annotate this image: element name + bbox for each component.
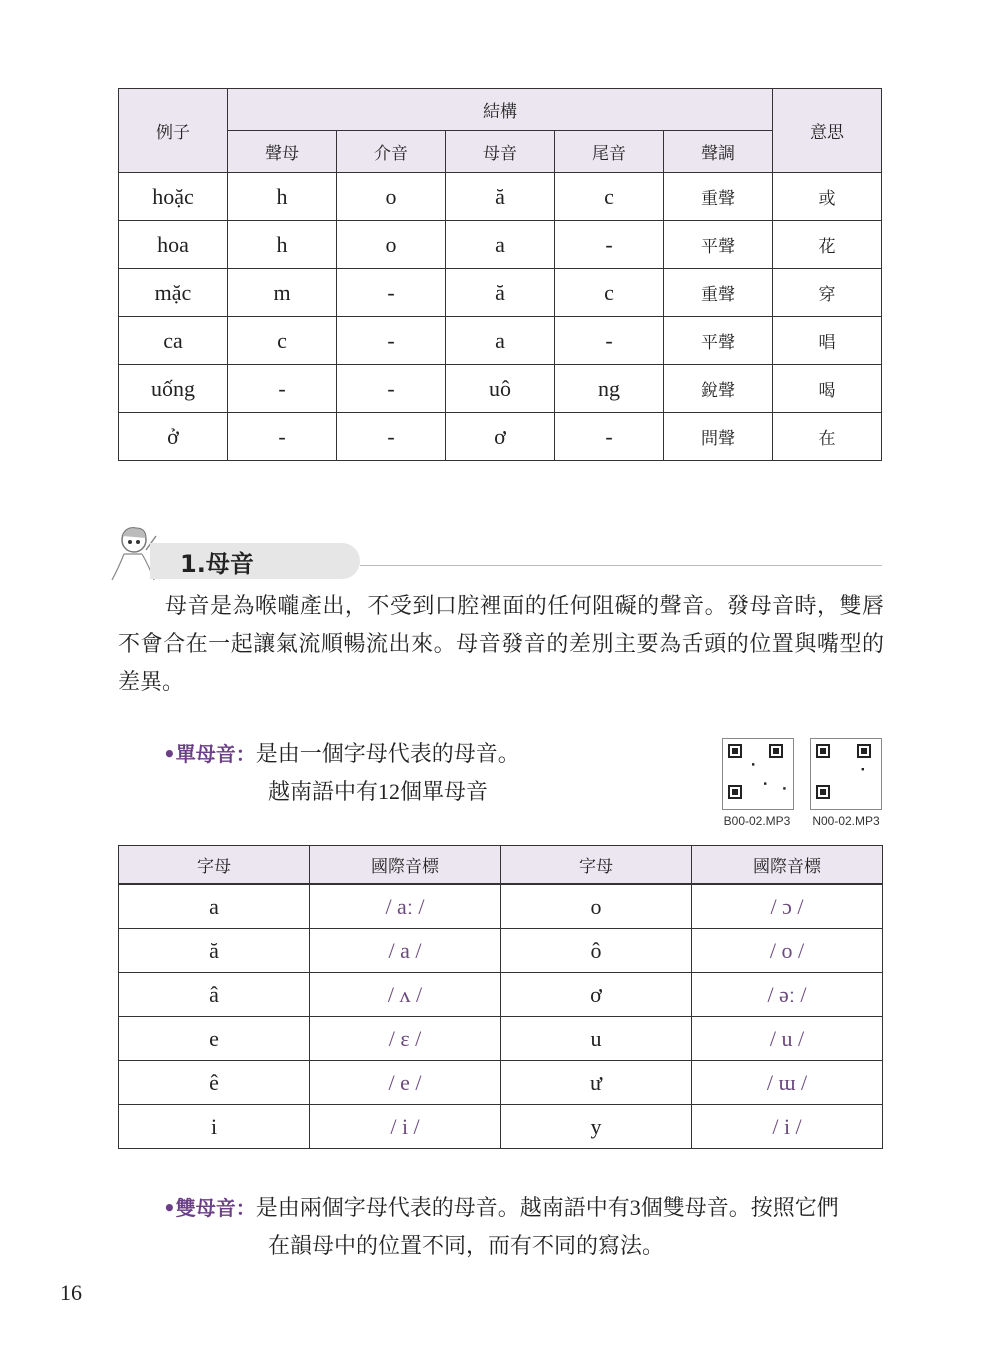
- table-cell: -: [337, 317, 446, 365]
- table-cell: 在: [773, 413, 882, 461]
- table-cell: uô: [446, 365, 555, 413]
- table-cell: c: [555, 269, 664, 317]
- bullet-text-cont: 在韻母中的位置不同，而有不同的寫法。: [268, 1233, 665, 1258]
- table-row: [119, 317, 882, 365]
- ipa-cell: / i /: [310, 1105, 501, 1149]
- ipa-cell: / əː /: [692, 973, 883, 1017]
- ipa-cell: / e /: [310, 1061, 501, 1105]
- table-cell: -: [337, 365, 446, 413]
- ipa-cell: / ɛ /: [310, 1017, 501, 1061]
- table-cell: m: [228, 269, 337, 317]
- table-header: 國際音標: [310, 846, 501, 885]
- table-row: [119, 973, 883, 1017]
- ipa-cell: / ɯ /: [692, 1061, 883, 1105]
- ipa-cell: / ɔ /: [692, 884, 883, 929]
- table-cell: o: [337, 173, 446, 221]
- table-row: [119, 884, 883, 929]
- table-cell: ă: [446, 269, 555, 317]
- table-cell: -: [337, 413, 446, 461]
- letter-cell: ô: [501, 929, 692, 973]
- bullet-text: 是由兩個字母代表的母音。越南語中有3個雙母音。按照它們: [255, 1195, 839, 1220]
- audio-label: N00-02.MP3: [812, 814, 880, 828]
- letter-cell: a: [119, 884, 310, 929]
- table-cell: uống: [119, 365, 228, 413]
- header-structure: 結構: [228, 89, 773, 131]
- bullet-text-cont: 越南語中有12個單母音: [268, 779, 489, 804]
- table-cell: 平聲: [664, 317, 773, 365]
- table-cell: 銳聲: [664, 365, 773, 413]
- header-example: 例子: [119, 89, 228, 173]
- ipa-cell: / a /: [310, 929, 501, 973]
- header-sub: 尾音: [555, 131, 664, 173]
- table-cell: c: [555, 173, 664, 221]
- table-header: 字母: [501, 846, 692, 885]
- table-cell: -: [555, 413, 664, 461]
- letter-cell: i: [119, 1105, 310, 1149]
- bullet-text: 是由一個字母代表的母音。: [255, 741, 520, 766]
- header-meaning: 意思: [773, 89, 882, 173]
- table-cell: ơ: [446, 413, 555, 461]
- table-row: [119, 1105, 883, 1149]
- table-cell: 或: [773, 173, 882, 221]
- table-row: [119, 929, 883, 973]
- letter-cell: ơ: [501, 973, 692, 1017]
- table-row: [119, 269, 882, 317]
- table-cell: -: [228, 365, 337, 413]
- table-cell: c: [228, 317, 337, 365]
- table-cell: h: [228, 221, 337, 269]
- ipa-cell: / i /: [692, 1105, 883, 1149]
- table-cell: ă: [446, 173, 555, 221]
- ipa-cell: / o /: [692, 929, 883, 973]
- bullet-label: •單母音：: [163, 742, 256, 766]
- header-sub: 介音: [337, 131, 446, 173]
- letter-cell: y: [501, 1105, 692, 1149]
- table-cell: 花: [773, 221, 882, 269]
- word-structure-table: [118, 88, 882, 461]
- table-cell: o: [337, 221, 446, 269]
- header-sub: 母音: [446, 131, 555, 173]
- qr-code-icon[interactable]: [722, 738, 794, 810]
- table-row: [119, 365, 882, 413]
- letter-cell: e: [119, 1017, 310, 1061]
- ipa-cell: / u /: [692, 1017, 883, 1061]
- table-row: [119, 221, 882, 269]
- double-vowel-bullet: [163, 1189, 839, 1227]
- letter-cell: ă: [119, 929, 310, 973]
- letter-cell: u: [501, 1017, 692, 1061]
- letter-cell: ư: [501, 1061, 692, 1105]
- divider: [360, 565, 882, 566]
- section-paragraph: 母音是為喉嚨產出，不受到口腔裡面的任何阻礙的聲音。發母音時，雙唇不會合在一起讓氣流順暢流出來。母音發音的差別主要為舌頭的位置與嘴型的差異。: [118, 593, 884, 694]
- bullet-label: •雙母音：: [163, 1196, 256, 1220]
- single-vowel-table: [118, 845, 883, 1149]
- ipa-cell: / ʌ /: [310, 973, 501, 1017]
- table-cell: ca: [119, 317, 228, 365]
- qr-code-icon[interactable]: [810, 738, 882, 810]
- table-cell: 問聲: [664, 413, 773, 461]
- table-row: [119, 1017, 883, 1061]
- header-sub: 聲母: [228, 131, 337, 173]
- table-cell: hoặc: [119, 173, 228, 221]
- table-cell: 重聲: [664, 173, 773, 221]
- letter-cell: â: [119, 973, 310, 1017]
- audio-label: B00-02.MP3: [723, 814, 791, 828]
- table-cell: 重聲: [664, 269, 773, 317]
- single-vowel-bullet: [163, 735, 520, 773]
- table-row: [119, 413, 882, 461]
- table-cell: -: [228, 413, 337, 461]
- page-number: 16: [60, 1280, 82, 1305]
- table-cell: -: [555, 221, 664, 269]
- section-title: 1.母音: [180, 550, 254, 578]
- header-sub: 聲調: [664, 131, 773, 173]
- table-cell: a: [446, 221, 555, 269]
- table-cell: -: [555, 317, 664, 365]
- table-cell: h: [228, 173, 337, 221]
- table-cell: -: [337, 269, 446, 317]
- table-cell: ng: [555, 365, 664, 413]
- table-header: 字母: [119, 846, 310, 885]
- table-row: [119, 1061, 883, 1105]
- table-cell: ở: [119, 413, 228, 461]
- table-cell: mặc: [119, 269, 228, 317]
- table-cell: 喝: [773, 365, 882, 413]
- table-cell: 唱: [773, 317, 882, 365]
- table-cell: 平聲: [664, 221, 773, 269]
- table-row: [119, 173, 882, 221]
- table-cell: a: [446, 317, 555, 365]
- ipa-cell: / aː /: [310, 884, 501, 929]
- table-cell: hoa: [119, 221, 228, 269]
- table-header: 國際音標: [692, 846, 883, 885]
- letter-cell: o: [501, 884, 692, 929]
- letter-cell: ê: [119, 1061, 310, 1105]
- table-cell: 穿: [773, 269, 882, 317]
